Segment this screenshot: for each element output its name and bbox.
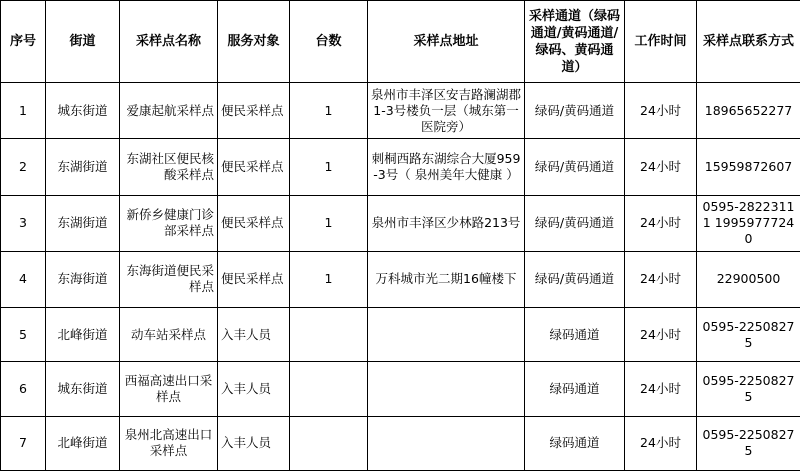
cell-service: 入丰人员 [218, 416, 290, 470]
cell-hours: 24小时 [625, 308, 697, 362]
cell-count: 1 [290, 139, 368, 195]
cell-contact: 0595-22508275 [697, 416, 800, 470]
cell-index: 3 [1, 195, 46, 251]
cell-count [290, 416, 368, 470]
cell-count: 1 [290, 251, 368, 307]
cell-hours: 24小时 [625, 251, 697, 307]
cell-hours: 24小时 [625, 416, 697, 470]
cell-hours: 24小时 [625, 195, 697, 251]
cell-hours: 24小时 [625, 83, 697, 139]
cell-street: 北峰街道 [46, 308, 120, 362]
cell-index: 2 [1, 139, 46, 195]
table-row [1, 416, 800, 470]
cell-site-name: 动车站采样点 [120, 308, 218, 362]
header-site-name: 采样点名称 [120, 1, 218, 83]
cell-site-name: 泉州北高速出口采样点 [120, 416, 218, 470]
header-contact: 采样点联系方式 [697, 1, 800, 83]
cell-channel: 绿码/黄码通道 [525, 83, 625, 139]
cell-channel: 绿码/黄码通道 [525, 139, 625, 195]
header-hours: 工作时间 [625, 1, 697, 83]
cell-street: 东海街道 [46, 251, 120, 307]
cell-channel: 绿码/黄码通道 [525, 251, 625, 307]
cell-contact: 15959872607 [697, 139, 800, 195]
header-service: 服务对象 [218, 1, 290, 83]
cell-channel: 绿码通道 [525, 362, 625, 416]
cell-site-name: 东海街道便民采样点 [120, 251, 218, 307]
header-channel: 采样通道（绿码通道/黄码通道/绿码、黄码通道） [525, 1, 625, 83]
cell-street: 东湖街道 [46, 139, 120, 195]
cell-service: 入丰人员 [218, 308, 290, 362]
cell-site-name: 新侨乡健康门诊部采样点 [120, 195, 218, 251]
cell-site-name: 西福高速出口采样点 [120, 362, 218, 416]
cell-count: 1 [290, 195, 368, 251]
table-row [1, 251, 800, 307]
cell-street: 城东街道 [46, 362, 120, 416]
cell-contact: 22900500 [697, 251, 800, 307]
cell-service: 便民采样点 [218, 83, 290, 139]
cell-address [368, 308, 525, 362]
cell-channel: 绿码通道 [525, 416, 625, 470]
cell-channel: 绿码/黄码通道 [525, 195, 625, 251]
cell-street: 北峰街道 [46, 416, 120, 470]
cell-count [290, 308, 368, 362]
table-row [1, 139, 800, 195]
cell-address: 泉州市丰泽区安吉路澜湖郡1-3号楼负一层（城东第一医院旁） [368, 83, 525, 139]
cell-hours: 24小时 [625, 362, 697, 416]
cell-count [290, 362, 368, 416]
cell-contact: 18965652277 [697, 83, 800, 139]
cell-address: 刺桐西路东湖综合大厦959-3号（ 泉州美年大健康 ） [368, 139, 525, 195]
cell-site-name: 爱康起航采样点 [120, 83, 218, 139]
cell-hours: 24小时 [625, 139, 697, 195]
header-row [1, 1, 800, 83]
cell-contact: 0595-22508275 [697, 362, 800, 416]
cell-service: 便民采样点 [218, 139, 290, 195]
cell-service: 便民采样点 [218, 251, 290, 307]
cell-contact: 0595-28223111 19959777240 [697, 195, 800, 251]
cell-count: 1 [290, 83, 368, 139]
cell-index: 5 [1, 308, 46, 362]
cell-index: 1 [1, 83, 46, 139]
cell-street: 城东街道 [46, 83, 120, 139]
cell-address [368, 416, 525, 470]
cell-index: 7 [1, 416, 46, 470]
cell-index: 4 [1, 251, 46, 307]
table-row [1, 308, 800, 362]
cell-address: 泉州市丰泽区少林路213号 [368, 195, 525, 251]
table-row [1, 195, 800, 251]
cell-service: 便民采样点 [218, 195, 290, 251]
header-index: 序号 [1, 1, 46, 83]
header-street: 街道 [46, 1, 120, 83]
cell-site-name: 东湖社区便民核酸采样点 [120, 139, 218, 195]
cell-service: 入丰人员 [218, 362, 290, 416]
cell-address [368, 362, 525, 416]
table-row [1, 362, 800, 416]
cell-index: 6 [1, 362, 46, 416]
table-row [1, 83, 800, 139]
header-address: 采样点地址 [368, 1, 525, 83]
cell-street: 东湖街道 [46, 195, 120, 251]
cell-channel: 绿码通道 [525, 308, 625, 362]
cell-contact: 0595-22508275 [697, 308, 800, 362]
header-count: 台数 [290, 1, 368, 83]
cell-address: 万科城市光二期16幢楼下 [368, 251, 525, 307]
